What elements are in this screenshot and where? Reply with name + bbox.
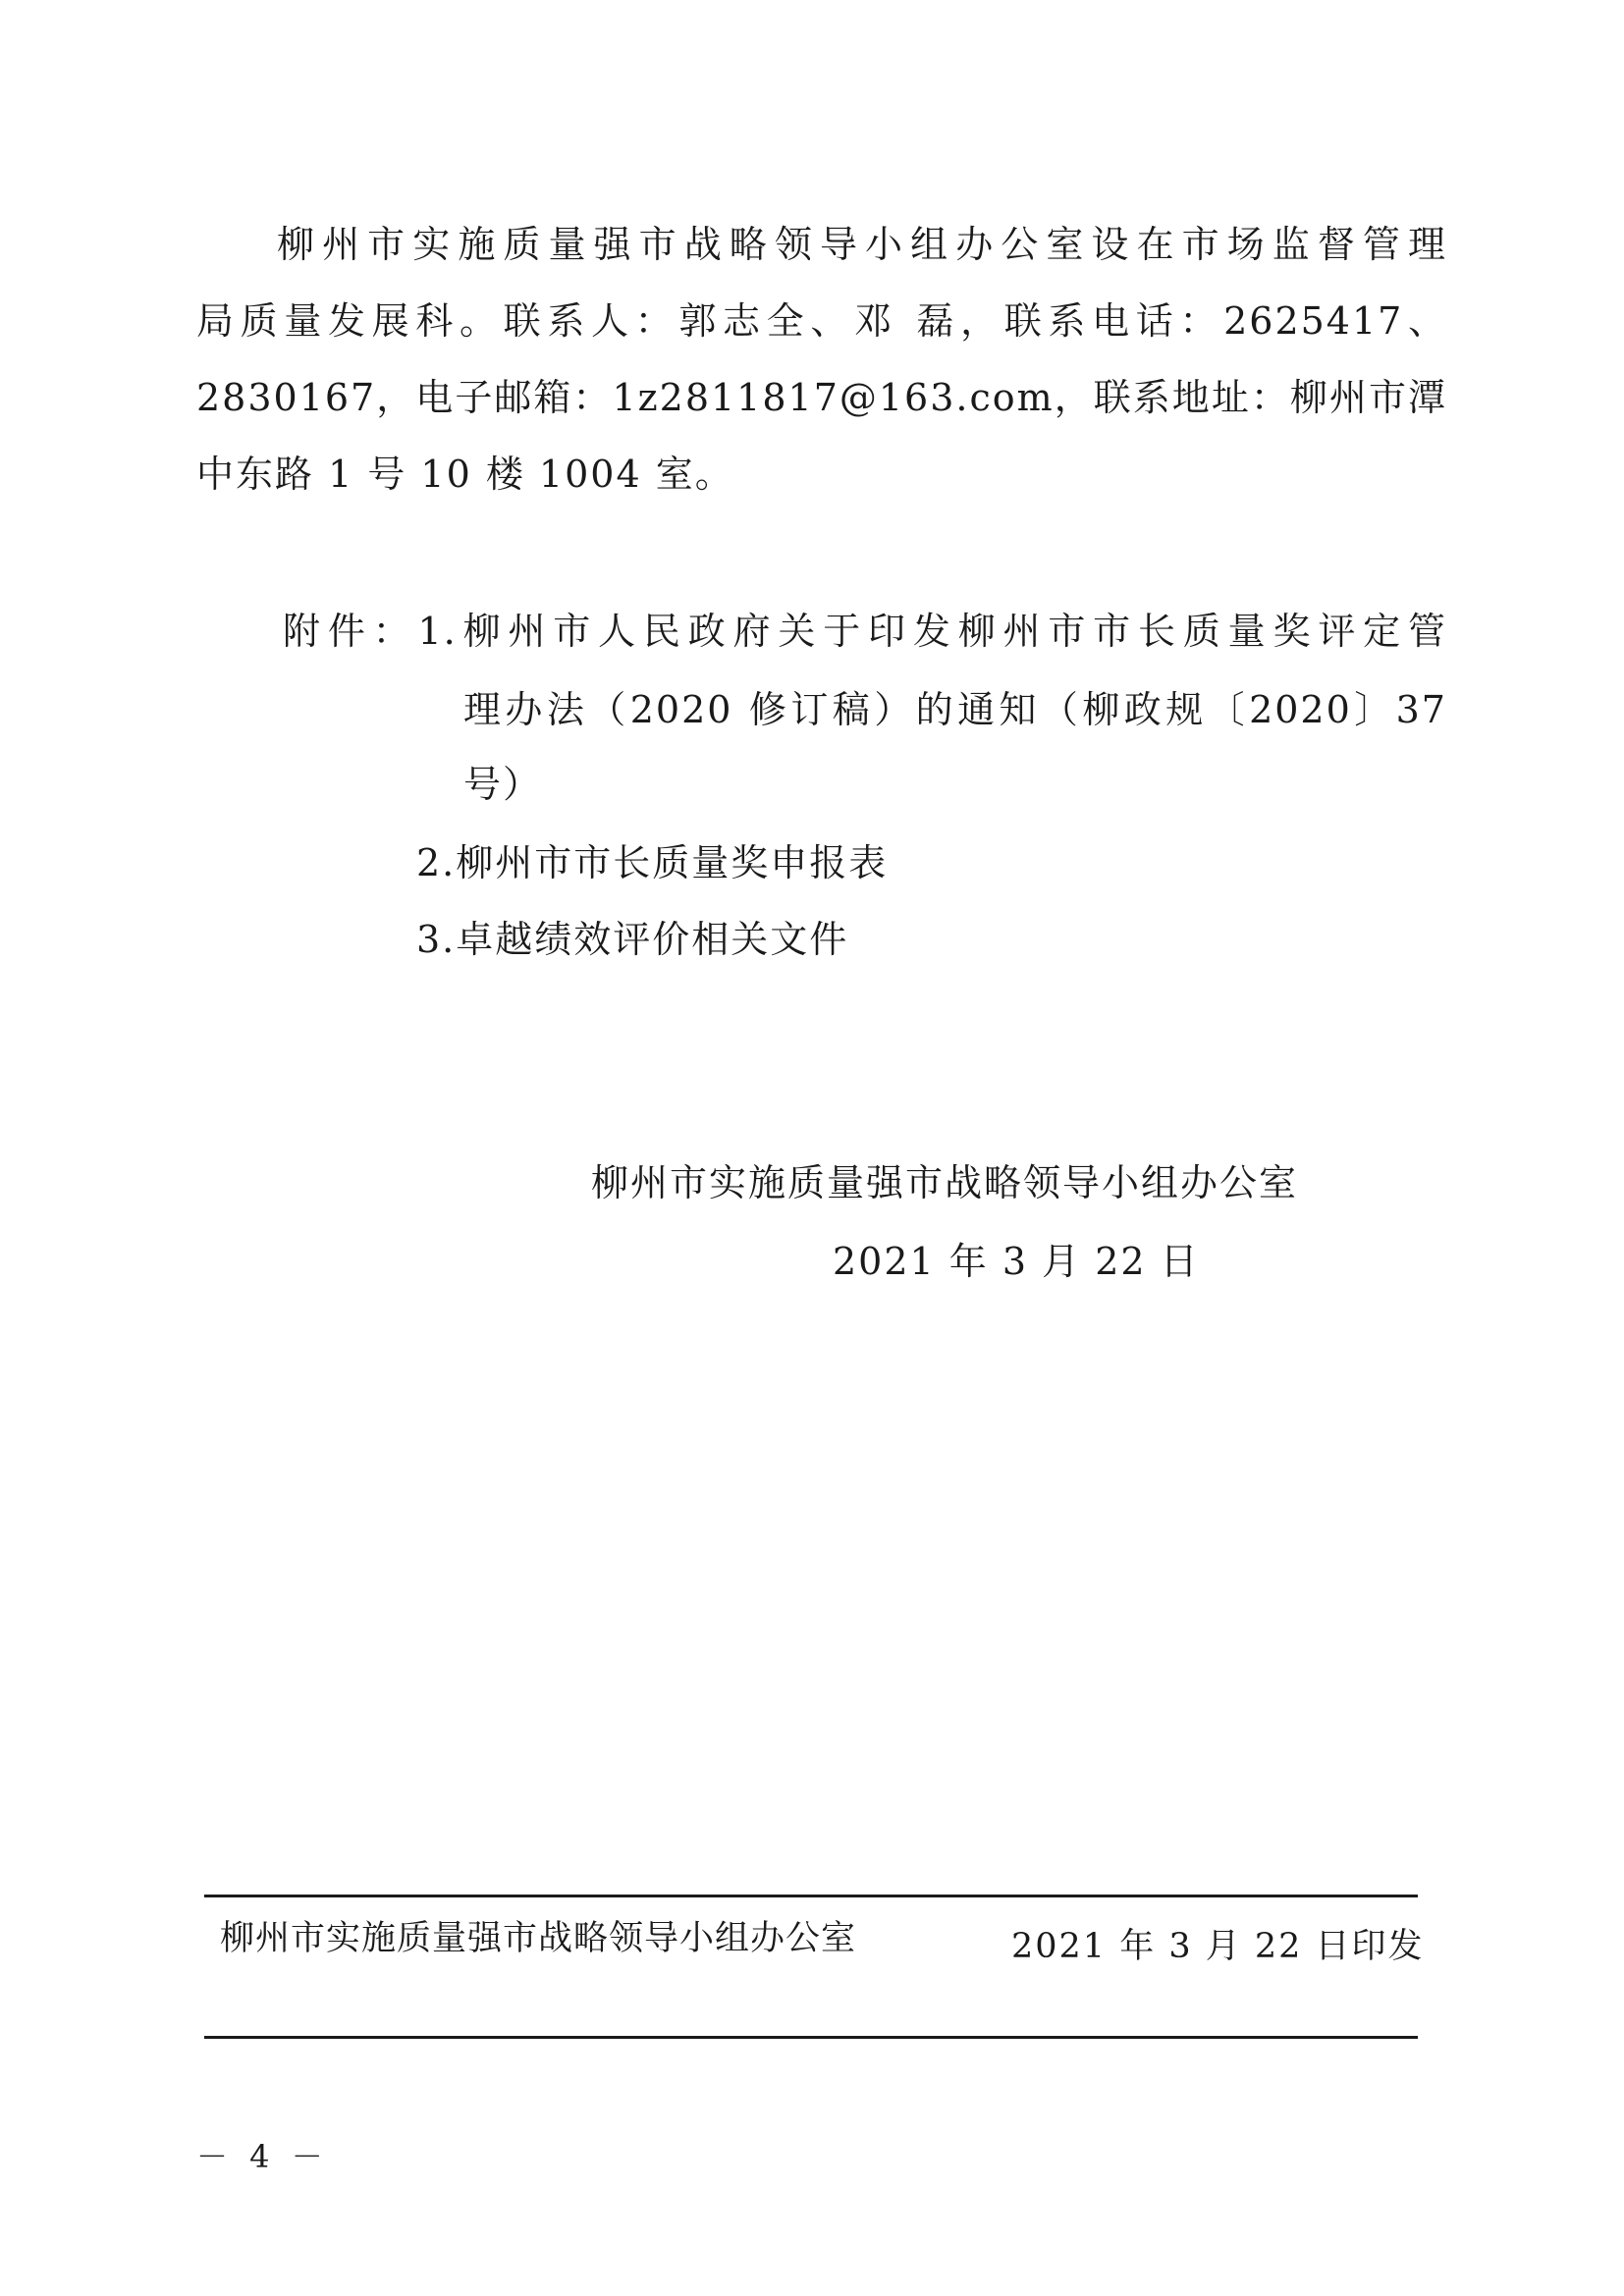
attachment-line-1: 附件：1.柳州市人民政府关于印发柳州市市长质量奖评定管	[283, 610, 1447, 653]
body-line-2: 局质量发展科。联系人：郭志全、邓 磊，联系电话：2625417、	[196, 299, 1447, 343]
signature-organization: 柳州市实施质量强市战略领导小组办公室	[591, 1161, 1299, 1204]
body-line-4: 中东路 1 号 10 楼 1004 室。	[196, 453, 734, 496]
attachment-line-2: 理办法（2020 修订稿）的通知（柳政规〔2020〕37	[463, 688, 1447, 731]
signature-date: 2021 年 3 月 22 日	[833, 1240, 1200, 1283]
attachment-line-4: 2.柳州市市长质量奖申报表	[416, 841, 889, 884]
footer-organization: 柳州市实施质量强市战略领导小组办公室	[220, 1919, 857, 1958]
body-line-3: 2830167，电子邮箱：1z2811817@163.com，联系地址：柳州市潭	[196, 376, 1447, 419]
attachment-line-3: 号）	[463, 763, 543, 806]
footer-top-rule	[204, 1895, 1418, 1897]
attachment-line-5: 3.卓越绩效评价相关文件	[416, 918, 849, 961]
footer-bottom-rule	[204, 2036, 1418, 2039]
body-line-1: 柳州市实施质量强市战略领导小组办公室设在市场监督管理	[277, 223, 1447, 266]
footer-issue-date: 2021 年 3 月 22 日印发	[1011, 1927, 1425, 1966]
page-number: － 4 －	[196, 2138, 329, 2175]
